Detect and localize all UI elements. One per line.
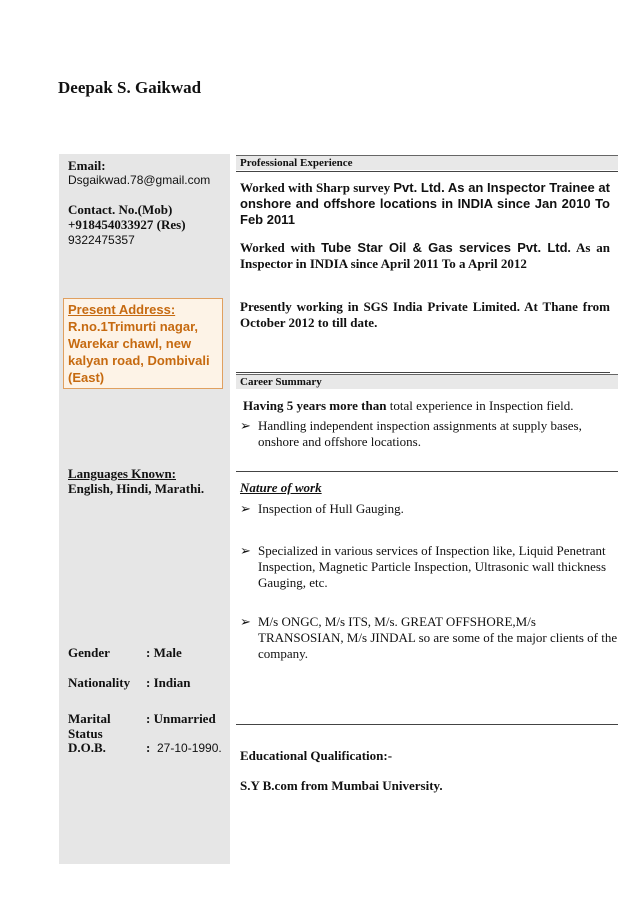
experience-item <box>240 240 610 272</box>
arrow-bullet-icon: ➢ <box>240 501 251 516</box>
bullet-text: Inspection of Hull Gauging. <box>258 501 404 516</box>
nationality-label: Nationality <box>68 675 131 690</box>
experience-text: Worked with <box>240 240 322 255</box>
bullet-text: M/s ONGC, M/s ITS, M/s. GREAT OFFSHORE,M/s TRANSOSIAN, M/s JINDAL so are some of the major clients of the company. <box>258 614 618 661</box>
career-bullet <box>240 418 600 450</box>
gender-value: : Male <box>146 645 182 660</box>
experience-text: Worked with Sharp survey <box>240 180 394 195</box>
address-line: kalyan road, Dombivali <box>68 353 210 368</box>
dob-label: D.O.B. <box>68 740 106 755</box>
career-summary-header: Career Summary <box>236 374 618 389</box>
dob-colon: : <box>146 740 151 755</box>
education-value: S.Y B.com from Mumbai University. <box>240 778 443 793</box>
summary-bold: Having 5 years more than <box>243 398 387 413</box>
divider <box>236 171 618 172</box>
experience-item <box>240 180 610 228</box>
experience-company: Tube Star Oil & Gas services Pvt. Ltd <box>321 240 568 255</box>
languages-value: English, Hindi, Marathi. <box>68 481 205 496</box>
sidebar <box>59 154 230 864</box>
nationality-value: : Indian <box>146 675 191 690</box>
phone-res: +918454033927 (Res) <box>68 217 186 232</box>
professional-experience-header: Professional Experience <box>236 155 618 170</box>
divider <box>236 372 610 373</box>
address-line: (East) <box>68 370 105 385</box>
experience-text: . As an Inspector in INDIA since April 2011 To a April 2012 <box>240 240 610 271</box>
address-line: R.no.1Trimurti nagar, <box>68 319 199 334</box>
arrow-bullet-icon: ➢ <box>240 418 251 433</box>
experience-text: Pvt. Ltd. As an Inspector Trainee at onshore and offshore locations in INDIA since Jan 2010 To Feb 2011 <box>240 180 610 227</box>
gender-label: Gender <box>68 645 110 660</box>
contact-label: Contact. No.(Mob) <box>68 202 173 217</box>
bullet-text: Handling independent inspection assignments at supply bases, onshore and offshore locations. <box>258 418 582 449</box>
nature-bullet <box>240 614 618 662</box>
arrow-bullet-icon: ➢ <box>240 614 251 629</box>
email-value: Dsgaikwad.78@gmail.com <box>68 173 211 187</box>
education-title: Educational Qualification:- <box>240 748 393 763</box>
languages-label: Languages Known: <box>68 466 176 481</box>
address-line: Warekar chawl, new <box>68 336 192 351</box>
experience-current: Presently working in SGS India Private Limited. At Thane from October 2012 to till date. <box>240 299 610 330</box>
marital-value: : Unmarried <box>146 711 216 726</box>
email-label: Email: <box>68 158 106 173</box>
nature-bullet <box>240 501 618 517</box>
divider <box>236 471 618 472</box>
marital-label: Marital <box>68 711 111 726</box>
dob-value: 27-10-1990. <box>157 741 222 755</box>
present-address-title: Present Address: <box>68 302 176 317</box>
bullet-text: Specialized in various services of Inspection like, Liquid Penetrant Inspection, Magnetic Particle Inspection, Ultrasonic wall thickness Gauging, etc. <box>258 543 607 590</box>
divider <box>236 724 618 725</box>
present-address-box <box>63 298 223 389</box>
career-summary-text <box>243 398 573 414</box>
arrow-bullet-icon: ➢ <box>240 543 251 558</box>
summary-rest: total experience in Inspection field. <box>386 398 574 413</box>
phone-mob: 9322475357 <box>68 233 135 247</box>
nature-bullet <box>240 543 610 591</box>
marital-label-2: Status <box>68 726 103 741</box>
nature-of-work-title: Nature of work <box>240 480 322 495</box>
candidate-name: Deepak S. Gaikwad <box>58 78 202 97</box>
